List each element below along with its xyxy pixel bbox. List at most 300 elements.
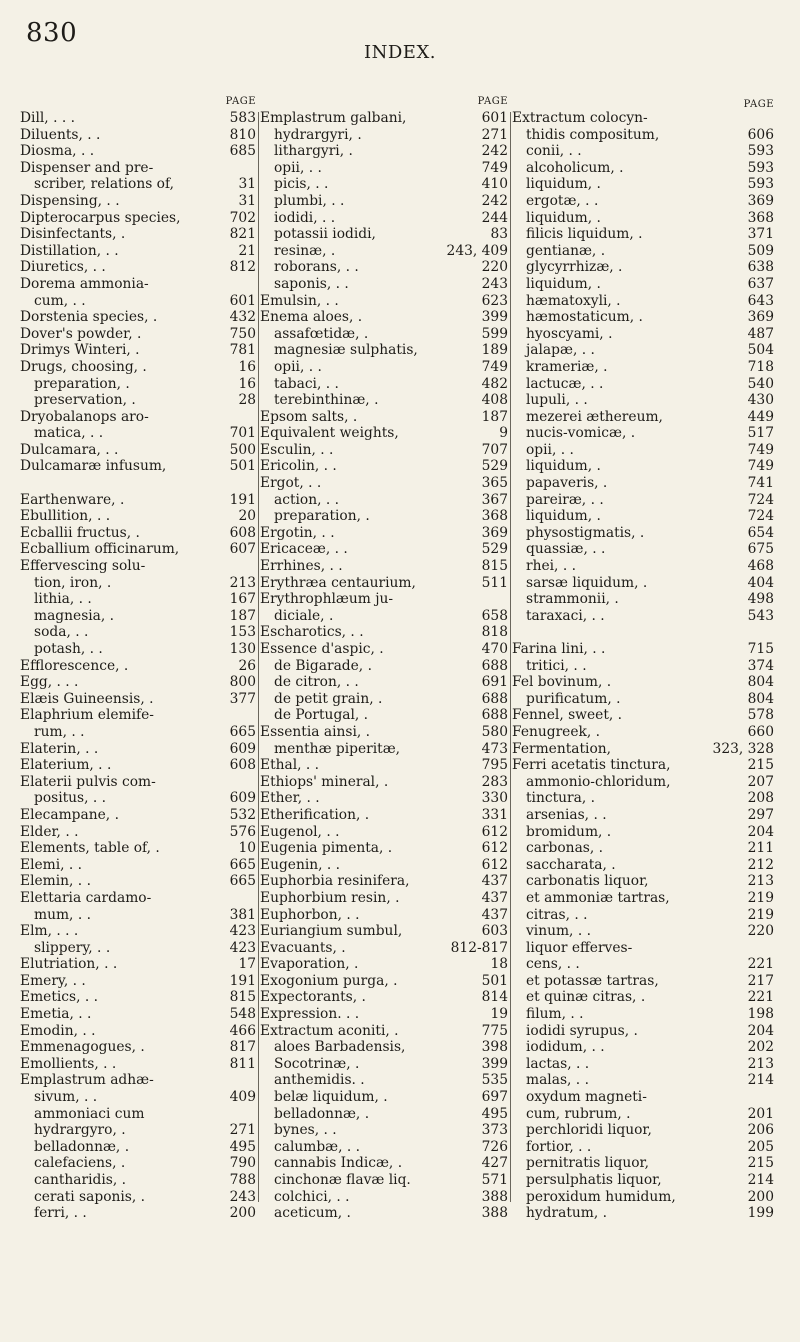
entry-page-ref: 810	[229, 126, 256, 143]
entry-term: Ergotin, . .	[260, 524, 335, 541]
index-entry	[20, 1056, 256, 1073]
index-subentry	[512, 1139, 774, 1156]
entry-page-ref: 775	[481, 1022, 508, 1039]
index-entry	[20, 674, 256, 691]
entry-page-ref: 511	[481, 574, 508, 591]
index-subentry	[512, 1006, 774, 1023]
entry-term: Expectorants, .	[260, 989, 366, 1006]
entry-page-ref: 215	[747, 1155, 774, 1172]
entry-page-ref: 571	[481, 1172, 508, 1188]
index-entry	[260, 525, 508, 542]
entry-term: Emulsin, . .	[260, 292, 339, 309]
entry-term: Fermentation,	[512, 740, 612, 757]
index-entry	[20, 923, 256, 940]
entry-term: arsenias, . .	[526, 806, 607, 823]
index-entry	[260, 757, 508, 774]
index-entry	[260, 309, 508, 326]
entry-page-ref: 601	[481, 110, 508, 126]
entry-term: magnesiæ sulphatis,	[274, 342, 418, 359]
entry-page-ref: 609	[229, 740, 256, 757]
index-entry	[20, 707, 256, 724]
entry-term: Ecballium officinarum,	[20, 541, 180, 558]
index-entry	[260, 923, 508, 940]
index-subentry	[512, 425, 774, 442]
entry-term: Dispenser and pre-	[20, 159, 154, 176]
entry-term: Elemi, . .	[20, 856, 83, 873]
entry-term: Emodin, . .	[20, 1022, 96, 1039]
entry-page-ref: 688	[481, 690, 508, 707]
entry-term: Eugenia pimenta, .	[260, 840, 393, 857]
entry-term: iodidi, . .	[274, 209, 336, 226]
entry-page-ref: 473	[481, 740, 508, 757]
index-subentry	[260, 342, 508, 359]
entry-page-ref: 297	[747, 806, 774, 823]
entry-term: action, . .	[274, 491, 340, 508]
index-entry	[260, 558, 508, 575]
index-subentry	[260, 1106, 508, 1123]
index-subentry	[512, 1089, 774, 1106]
entry-term: Dulcamara, . .	[20, 441, 119, 458]
entry-page-ref: 643	[747, 292, 774, 309]
entry-term: cens, . .	[526, 956, 580, 973]
index-subentry	[512, 575, 774, 592]
index-subentry	[260, 259, 508, 276]
index-subentry	[512, 873, 774, 890]
entry-term: Diosma, . .	[20, 143, 95, 160]
index-entry	[260, 774, 508, 791]
entry-term: tritici, . .	[526, 657, 587, 674]
index-entry	[260, 989, 508, 1006]
index-subentry	[512, 907, 774, 924]
entry-page-ref: 377	[229, 690, 256, 707]
index-subentry	[512, 127, 774, 144]
entry-term: Dorstenia species, .	[20, 309, 158, 326]
index-entry	[20, 326, 256, 343]
entry-page-ref: 423	[229, 939, 256, 956]
entry-term: et quinæ citras, .	[526, 989, 646, 1006]
column-divider	[510, 112, 511, 1202]
index-entry	[20, 458, 256, 475]
entry-term: Dispensing, . .	[20, 192, 120, 209]
entry-term: tion, iron, .	[34, 574, 112, 591]
entry-page-ref: 724	[747, 508, 774, 525]
index-subentry	[20, 425, 256, 442]
index-subentry	[512, 890, 774, 907]
entry-page-ref: 191	[229, 972, 256, 989]
entry-term: lactucæ, . .	[526, 375, 604, 392]
entry-term: Elæis Guineensis, .	[20, 690, 154, 707]
entry-term: Etherification, .	[260, 806, 370, 823]
index-subentry	[512, 243, 774, 260]
index-subentry	[260, 127, 508, 144]
entry-term: purificatum, .	[526, 690, 621, 707]
entry-term: peroxidum humidum,	[526, 1188, 676, 1205]
entry-page-ref: 701	[229, 425, 256, 442]
index-subentry	[260, 1072, 508, 1089]
entry-term: Ericolin, . .	[260, 458, 337, 475]
entry-term: Elaterium, . .	[20, 757, 112, 774]
entry-page-ref: 399	[481, 309, 508, 326]
index-entry	[260, 293, 508, 310]
entry-term: Epsom salts, .	[260, 408, 358, 425]
index-subentry	[260, 243, 508, 260]
entry-page-ref: 685	[229, 143, 256, 160]
entry-page-ref: 654	[747, 524, 774, 541]
index-subentry	[512, 1155, 774, 1172]
index-entry	[20, 558, 256, 575]
entry-page-ref: 500	[229, 441, 256, 458]
entry-term: persulphatis liquor,	[526, 1172, 662, 1188]
entry-term: liquidum, .	[526, 275, 601, 292]
index-subentry	[260, 658, 508, 675]
entry-page-ref: 220	[481, 259, 508, 276]
index-entry	[512, 674, 774, 691]
entry-page-ref: 271	[229, 1122, 256, 1139]
index-entry	[20, 1023, 256, 1040]
index-entry	[20, 541, 256, 558]
index-entry	[512, 741, 774, 758]
entry-page-ref: 187	[481, 408, 508, 425]
index-subentry	[260, 392, 508, 409]
entry-term: Elettaria cardamo-	[20, 889, 152, 906]
entry-page-ref: 388	[481, 1205, 508, 1222]
entry-term: fortior, . .	[526, 1138, 592, 1155]
entry-term: thidis compositum,	[526, 126, 660, 143]
entry-page-ref: 623	[481, 292, 508, 309]
entry-page-ref: 749	[747, 458, 774, 475]
entry-term: Elder, . .	[20, 823, 79, 840]
entry-page-ref: 658	[481, 607, 508, 624]
entry-term: hydrargyri, .	[274, 126, 362, 143]
index-entry	[20, 442, 256, 459]
entry-page-ref: 449	[747, 408, 774, 425]
index-entry	[260, 442, 508, 459]
entry-term: aloes Barbadensis,	[274, 1039, 406, 1056]
entry-page-ref: 365	[481, 475, 508, 492]
entry-term: resinæ, .	[274, 242, 336, 259]
entry-term: colchici, . .	[274, 1188, 350, 1205]
index-subentry	[512, 293, 774, 310]
entry-page-ref: 18	[490, 956, 508, 973]
entry-term: filicis liquidum, .	[526, 226, 643, 243]
index-subentry	[512, 807, 774, 824]
entry-page-ref: 191	[229, 491, 256, 508]
entry-term: saccharata, .	[526, 856, 616, 873]
entry-page-ref: 214	[747, 1072, 774, 1089]
entry-term: Eugenin, . .	[260, 856, 341, 873]
entry-term: Evaporation, .	[260, 956, 359, 973]
index-entry	[260, 591, 508, 608]
index-subentry	[512, 392, 774, 409]
entry-term: perchloridi liquor,	[526, 1122, 652, 1139]
index-entry	[260, 724, 508, 741]
entry-page-ref: 432	[229, 309, 256, 326]
entry-page-ref: 367	[481, 491, 508, 508]
entry-term: liquidum, .	[526, 176, 601, 193]
index-entry	[20, 409, 256, 426]
entry-page-ref: 243	[481, 275, 508, 292]
entry-term: et potassæ tartras,	[526, 972, 659, 989]
entry-page-ref: 697	[481, 1089, 508, 1106]
index-entry	[260, 940, 508, 957]
entry-term: mum, . .	[34, 906, 91, 923]
entry-page-ref: 612	[481, 823, 508, 840]
entry-page-ref: 21	[238, 242, 256, 259]
entry-page-ref: 215	[747, 757, 774, 774]
entry-page-ref: 220	[747, 923, 774, 940]
index-subentry	[512, 824, 774, 841]
index-column-1: PAGE Dill, . . . 583 Diluents, . . 810 Diosma, . . 685 Dispenser and pre- scriber, relations of, 31 Dispensing, . . 31 Dipterocarpus species, 702 Disinfectants, . 821 Distillation, . . 21 Diuretics, . . 812 Dorema ammonia- cum, . . 601 Dorstenia species, . 432 Dover's powder, . 750 Drimys Winteri, . 781 Drugs, choosing, . 16 preparation, . 16 preservation, . 28 Dryobalanops aro- matica, . . 701 Dulcamara, . . 500 Dulcamaræ infusum, 501 Earthenware, . 191 Ebullition, . . 20 Ecballii fructus, . 608 Ecballium officinarum, 607 Effervescing solu- tion, iron, . 213 lithia, . . 167 magnesia, . 187 soda, . . 153 potash, . . 130 Efflorescence, . 26 Egg, . . . 800 Elæis Guineensis, . 377 Elaphrium elemife- rum, . . 665 Elaterin, . . 609 Elaterium, . . 608 Elaterii pulvis com- positus, . . 609 Elecampane, . 532 Elder, . . 576 Elements, table of, . 10 Elemi, . . 665 Elemin, . . 665 Elettaria cardamo- mum, . . 381 Elm, . . . 423 slippery, . . 423 Elutriation, . . 17 Emery, . . 191 Emetics, . . 815 Emetia, . . 548 Emodin, . . 466 Emmenagogues, . 817 Emollients, . . 811 Emplastrum adhæ- sivum, . . 409 ammoniaci cum hydrargyro, . 271 belladonnæ, . 495 calefaciens, . 790 cantharidis, . 788 cerati saponis, . 243 ferri, . . 200	[20, 96, 256, 1222]
index-subentry	[260, 1039, 508, 1056]
entry-page-ref: 665	[229, 856, 256, 873]
entry-page-ref: 369	[747, 192, 774, 209]
entry-page-ref: 31	[238, 192, 256, 209]
index-subentry	[260, 1089, 508, 1106]
entry-page-ref: 187	[229, 607, 256, 624]
entry-term: pareiræ, . .	[526, 491, 604, 508]
entry-term: Exogonium purga, .	[260, 972, 398, 989]
entry-page-ref: 535	[481, 1072, 508, 1089]
index-subentry	[512, 1172, 774, 1189]
index-subentry	[512, 376, 774, 393]
index-subentry	[260, 210, 508, 227]
index-entry	[20, 226, 256, 243]
entry-page-ref: 815	[481, 558, 508, 575]
index-subentry	[512, 458, 774, 475]
entry-term: citras, . .	[526, 906, 588, 923]
index-entry	[20, 956, 256, 973]
entry-page-ref: 601	[229, 292, 256, 309]
entry-term: Disinfectants, .	[20, 226, 126, 243]
entry-page-ref: 750	[229, 325, 256, 342]
entry-page-ref: 130	[229, 641, 256, 657]
entry-term: Diluents, . .	[20, 126, 101, 143]
entry-term: papaveris, .	[526, 475, 608, 492]
index-entry	[260, 425, 508, 442]
index-subentry	[20, 176, 256, 193]
entry-page-ref: 495	[229, 1138, 256, 1155]
entry-page-ref: 409	[229, 1089, 256, 1106]
entry-page-ref: 583	[229, 110, 256, 126]
index-entry	[20, 741, 256, 758]
entry-term: Euphorbium resin, .	[260, 889, 400, 906]
index-subentry	[512, 525, 774, 542]
index-entry	[260, 458, 508, 475]
index-subentry	[512, 691, 774, 708]
index-subentry	[512, 1122, 774, 1139]
entry-term: anthemidis. .	[274, 1072, 365, 1089]
index-subentry	[512, 790, 774, 807]
entry-term: Enema aloes, .	[260, 309, 363, 326]
index-entry	[260, 840, 508, 857]
index-column-3: PAGE Extractum colocyn- thidis compositum, 606 conii, . . 593 alcoholicum, . 593 liquidum, . 593 ergotæ, . . 369 liquidum, . 368 filicis liquidum, . 371 gentianæ, . 509 glycyrrhizæ, . 638 liquidum, . 637 hæmatoxyli, . 643 hæmostaticum, . 369 hyoscyami, . 487 jalapæ, . . 504 krameriæ, . 718 lactucæ, . . 540 lupuli, . . 430 mezerei æthereum, 449 nucis-vomicæ, . 517 opii, . . 749 liquidum, . 749 papaveris, . 741 pareiræ, . . 724 liquidum, . 724 physostigmatis, . 654 quassiæ, . . 675 rhei, . . 468 sarsæ liquidum, . 404 strammonii, . 498 taraxaci, . . 543 Farina lini, . . 715 tritici, . . 374 Fel bovinum, . 804 purificatum, . 804 Fennel, sweet, . 578 Fenugreek, . 660 Fermentation, 323, 328 Ferri acetatis tinctura, 215 ammonio-chloridum, 207 tinctura, . 208 arsenias, . . 297 bromidum, . 204 carbonas, . 211 saccharata, . 212 carbonatis liquor, 213 et ammoniæ tartras, 219 citras, . . 219 vinum, . . 220 liquor efferves- cens, . . 221 et potassæ tartras, 217 et quinæ citras, . 221 filum, . . 198 iodidi syrupus, . 204 iodidum, . . 202 lactas, . . 213 malas, . . 214 oxydum magneti- cum, rubrum, . 201 perchloridi liquor, 206 fortior, . . 205 pernitratis liquor, 215 persulphatis liquor, 214 peroxidum humidum, 200 hydratum, . 199	[512, 99, 774, 1222]
entry-page-ref: 219	[747, 889, 774, 906]
entry-page-ref: 221	[747, 956, 774, 973]
index-subentry	[20, 1122, 256, 1139]
entry-page-ref: 817	[229, 1039, 256, 1056]
entry-term: physostigmatis, .	[526, 524, 645, 541]
index-entry	[20, 492, 256, 509]
index-subentry	[20, 575, 256, 592]
index-subentry	[512, 176, 774, 193]
entry-page-ref: 219	[747, 906, 774, 923]
entry-term: Dipterocarpus species,	[20, 209, 181, 226]
entry-page-ref: 430	[747, 392, 774, 409]
index-subentry	[512, 143, 774, 160]
entry-page-ref: 660	[747, 723, 774, 740]
index-column-2: PAGE Emplastrum galbani, 601 hydrargyri, . 271 lithargyri, . 242 opii, . . 749 picis, . . 410 plumbi, . . 242 iodidi, . . 244 potassii iodidi, 83 resinæ, . 243, 409 roborans, . . 220 saponis, . . 243 Emulsin, . . 623 Enema aloes, . 399 assafœtidæ, . 599 magnesiæ sulphatis, 189 opii, . . 749 tabaci, . . 482 terebinthinæ, . 408 Epsom salts, . 187 Equivalent weights, 9 Esculin, . . 707 Ericolin, . . 529 Ergot, . . 365 action, . . 367 preparation, . 368 Ergotin, . . 369 Ericaceæ, . . 529 Errhines, . . 815 Erythræa centaurium, 511 Erythrophlæum ju- diciale, . 658 Escharotics, . . 818 Essence d'aspic, . 470 de Bigarade, . 688 de citron, . . 691 de petit grain, . 688 de Portugal, . 688 Essentia ainsi, . 580 menthæ piperitæ, 473 Ethal, . . 795 Ethiops' mineral, . 283 Ether, . . 330 Etherification, . 331 Eugenol, . . 612 Eugenia pimenta, . 612 Eugenin, . . 612 Euphorbia resinifera, 437 Euphorbium resin, . 437 Euphorbon, . . 437 Euriangium sumbul, 603 Evacuants, . 812-817 Evaporation, . 18 Exogonium purga, . 501 Expectorants, . 814 Expression. . . 19 Extractum aconiti, . 775 aloes Barbadensis, 398 Socotrinæ, . 399 anthemidis. . 535 belæ liquidum, . 697 belladonnæ, . 495 bynes, . . 373 calumbæ, . . 726 cannabis Indicæ, . 427 cinchonæ flavæ liq. 571 colchici, . . 388 aceticum, . 388	[260, 96, 508, 1222]
entry-page-ref: 437	[481, 889, 508, 906]
entry-page-ref: 707	[481, 441, 508, 458]
index-subentry	[512, 442, 774, 459]
index-subentry	[20, 624, 256, 641]
index-entry	[260, 873, 508, 890]
entry-page-ref: 153	[229, 624, 256, 641]
entry-page-ref: 691	[481, 674, 508, 691]
entry-term: Efflorescence, .	[20, 657, 129, 674]
entry-term: magnesia, .	[34, 607, 115, 624]
entry-page-ref: 812-817	[450, 939, 508, 956]
index-entry	[20, 873, 256, 890]
entry-page-ref: 593	[747, 176, 774, 193]
index-subentry	[512, 1205, 774, 1222]
index-subentry	[512, 973, 774, 990]
index-subentry	[260, 226, 508, 243]
entry-term: picis, . .	[274, 176, 329, 193]
entry-term: soda, . .	[34, 624, 89, 641]
entry-term: Ethiops' mineral, .	[260, 773, 389, 790]
entry-page-ref: 16	[238, 358, 256, 375]
index-subentry	[512, 1023, 774, 1040]
entry-page-ref: 548	[229, 1006, 256, 1023]
index-subentry	[260, 492, 508, 509]
entry-term: saponis, . .	[274, 275, 349, 292]
entry-term: cantharidis, .	[34, 1172, 126, 1188]
index-subentry	[512, 309, 774, 326]
entry-term: de citron, . .	[274, 674, 359, 691]
entry-page-ref: 423	[229, 923, 256, 940]
index-entry	[20, 259, 256, 276]
entry-page-ref: 437	[481, 873, 508, 890]
entry-term: Elemin, . .	[20, 873, 91, 890]
index-subentry	[512, 840, 774, 857]
index-subentry	[512, 409, 774, 426]
index-entry	[20, 757, 256, 774]
entry-page-ref: 213	[747, 873, 774, 890]
entry-page-ref: 599	[481, 325, 508, 342]
entry-page-ref: 368	[481, 508, 508, 525]
entry-term: Ether, . .	[260, 790, 320, 807]
entry-term: Dorema ammonia-	[20, 275, 149, 292]
entry-term: calefaciens, .	[34, 1155, 126, 1172]
index-entry	[260, 541, 508, 558]
entry-page-ref: 199	[747, 1205, 774, 1222]
column-divider	[258, 112, 259, 1202]
entry-page-ref: 399	[481, 1055, 508, 1072]
index-subentry	[512, 193, 774, 210]
entry-term: diciale, .	[274, 607, 334, 624]
entry-page-ref: 804	[747, 690, 774, 707]
entry-page-ref: 369	[481, 524, 508, 541]
entry-term: Ethal, . .	[260, 757, 320, 774]
entry-page-ref: 427	[481, 1155, 508, 1172]
entry-term: Socotrinæ, .	[274, 1055, 360, 1072]
index-entry	[260, 110, 508, 127]
entry-term: Dill, . . .	[20, 110, 75, 126]
entry-term: cannabis Indicæ, .	[274, 1155, 403, 1172]
index-entry	[20, 989, 256, 1006]
entry-page-ref: 606	[747, 126, 774, 143]
entry-page-ref: 212	[747, 856, 774, 873]
entry-page-ref: 543	[747, 607, 774, 624]
entry-page-ref: 369	[747, 309, 774, 326]
entry-term: iodidi syrupus, .	[526, 1022, 638, 1039]
index-subentry	[512, 1189, 774, 1206]
entry-term: de Portugal, .	[274, 707, 369, 724]
index-subentry	[260, 1189, 508, 1206]
index-entry	[20, 508, 256, 525]
index-subentry	[20, 724, 256, 741]
index-subentry	[512, 558, 774, 575]
index-subentry	[20, 1155, 256, 1172]
entry-page-ref: 609	[229, 790, 256, 807]
entry-term: Euphorbon, . .	[260, 906, 360, 923]
entry-page-ref: 204	[747, 823, 774, 840]
entry-term: Eugenol, . .	[260, 823, 340, 840]
index-subentry	[512, 1106, 774, 1123]
entry-page-ref: 404	[747, 574, 774, 591]
entry-page-ref: 749	[481, 358, 508, 375]
entry-term: Elecampane, .	[20, 806, 119, 823]
entry-term: quassiæ, . .	[526, 541, 606, 558]
index-subentry	[20, 591, 256, 608]
entry-term: bynes, . .	[274, 1122, 337, 1139]
entry-page-ref: 741	[747, 475, 774, 492]
entry-term: ergotæ, . .	[526, 192, 599, 209]
index-entry	[20, 807, 256, 824]
entry-term: Fennel, sweet, .	[512, 707, 623, 724]
index-subentry	[20, 1172, 256, 1189]
entry-term: Emmenagogues, .	[20, 1039, 145, 1056]
index-entry	[20, 658, 256, 675]
entry-page-ref: 608	[229, 524, 256, 541]
entry-term: cum, . .	[34, 292, 86, 309]
entry-page-ref: 9	[499, 425, 508, 442]
entry-page-ref: 213	[229, 574, 256, 591]
entry-page-ref: 398	[481, 1039, 508, 1056]
entry-term: terebinthinæ, .	[274, 392, 379, 409]
index-subentry	[260, 1155, 508, 1172]
entry-term: Evacuants, .	[260, 939, 346, 956]
index-subentry	[260, 674, 508, 691]
entry-page-ref: 795	[481, 757, 508, 774]
entry-term: carbonas, .	[526, 840, 604, 857]
index-subentry	[512, 940, 774, 957]
entry-term: Errhines, . .	[260, 558, 343, 575]
entry-term: aceticum, .	[274, 1205, 351, 1222]
index-subentry	[20, 1106, 256, 1123]
index-subentry	[260, 1056, 508, 1073]
entry-page-ref: 200	[229, 1205, 256, 1222]
entry-page-ref: 529	[481, 541, 508, 558]
index-entry	[260, 409, 508, 426]
index-subentry	[260, 326, 508, 343]
index-entry	[20, 774, 256, 791]
entry-page-ref: 788	[229, 1172, 256, 1188]
entry-page-ref: 214	[747, 1172, 774, 1188]
entry-term: jalapæ, . .	[526, 342, 595, 359]
entry-page-ref: 211	[747, 840, 774, 857]
